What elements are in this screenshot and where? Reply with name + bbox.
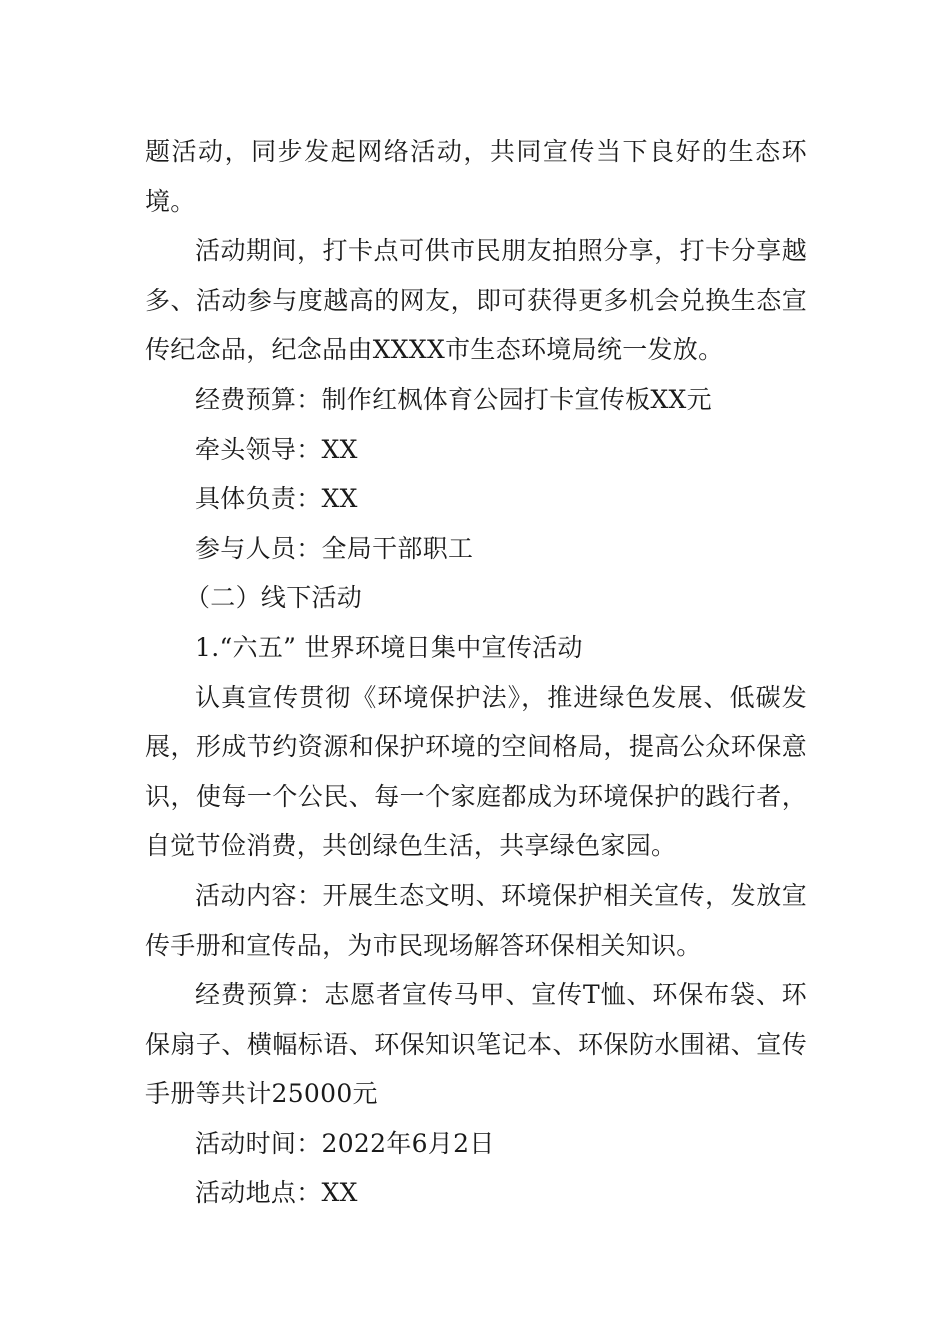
paragraph-activity-location: 活动地点：XX bbox=[195, 1178, 358, 1208]
paragraph-environmental-law: 认真宣传贯彻《环境保护法》，推进绿色发展、低碳发展，形成节约资源和保护环境的空间格局，提高公众环保意识，使每一个公民、每一个家庭都成为环境保护的践行者，自觉节俭消费，共创绿色生活，共享绿色家园。 bbox=[145, 682, 807, 861]
document-body bbox=[145, 127, 807, 1218]
paragraph-lead-official: 牵头领导：XX bbox=[195, 434, 358, 464]
paragraph-budget-materials: 经费预算：志愿者宣传马甲、宣传T恤、环保布袋、环保扇子、横幅标语、环保知识笔记本、环保防水围裙、宣传手册等共计25000元 bbox=[145, 980, 807, 1109]
paragraph-participants: 参与人员：全局干部职工 bbox=[195, 533, 474, 563]
paragraph-activity-time: 活动时间：2022年6月2日 bbox=[195, 1128, 495, 1158]
paragraph-activity-content: 活动内容：开展生态文明、环境保护相关宣传，发放宣传手册和宣传品，为市民现场解答环保相关知识。 bbox=[145, 880, 807, 960]
paragraph-responsible-person: 具体负责：XX bbox=[195, 484, 358, 514]
section-heading-offline-activities: （二）线下活动 bbox=[185, 583, 363, 613]
paragraph-continuation: 题活动，同步发起网络活动，共同宣传当下良好的生态环境。 bbox=[145, 137, 807, 216]
subsection-heading-environment-day: 1.“六五” 世界环境日集中宣传活动 bbox=[195, 632, 583, 662]
paragraph-activity-period: 活动期间，打卡点可供市民朋友拍照分享，打卡分享越多、活动参与度越高的网友，即可获得更多机会兑换生态宣传纪念品，纪念品由XXXX市生态环境局统一发放。 bbox=[145, 236, 807, 365]
paragraph-budget-checkin-board: 经费预算：制作红枫体育公园打卡宣传板XX元 bbox=[195, 384, 712, 414]
